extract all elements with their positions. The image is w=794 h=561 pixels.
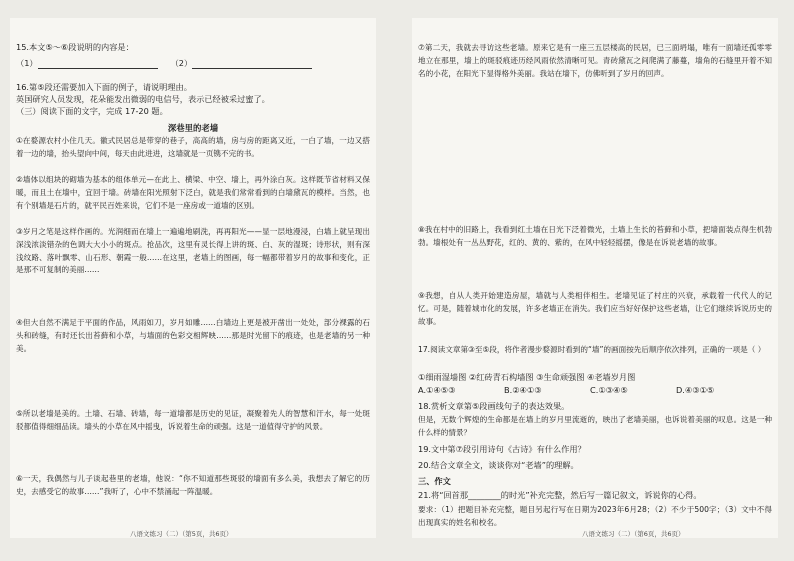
page-footer: 八语文练习（二）（第6页，共6页） [582,530,685,538]
q15-label: 15.本文⑤～⑥段说明的内容是： [16,42,134,52]
paragraph-1: ①在婺源农村小住几天。徽式民居总是带穿的巷子，高高的墙，房与房的距离又近，一白了墙，一边又搭着一边的墙，抬头望向中间，每天由此进进，这墙就是一页镌不完的书。 [16,136,370,158]
q17-option-c[interactable]: C.①③④⑤ [590,385,628,395]
section-writing: 三、作文 [418,476,451,486]
q17-option-b[interactable]: B.②④①③ [504,385,542,395]
q21-label: 21.将“回首那________的时光”补充完整，然后写一篇记叙文，诉说你的心得。 [418,490,702,500]
paragraph-5: ⑤所以老墙是美的。土墙、石墙、砖墙，每一道墙都是历史的见证，凝聚着先人的智慧和汗水，每一处斑驳都值得细细品读。墙头的小草在风中摇曳，诉说着生命的顽强。这是一道值得守护的风景。 [16,409,370,431]
left-page [10,18,376,538]
q21-requirements: 要求：（1）把题目补充完整，题目另起行写在日期为2023年6月28；（2）不少于500字；（3）文中不得出现真实的姓名和校名。 [418,505,772,527]
right-page [412,18,778,538]
q16-label: 16.第⑤段还需要加入下面的例子，请说明理由。 [16,82,192,92]
q19-label: 19.文中第⑦段引用诗句《古诗》有什么作用？ [418,444,586,454]
q17-options [418,385,772,396]
section3-label: （三）阅读下面的文字，完成 17-20 题。 [16,106,168,116]
q15-blank1-line[interactable] [38,60,158,69]
q15-blank1-label: （1） [16,58,38,68]
paragraph-2: ②墙体以组块的砌墙为基本的组体单元—在此上、横梁、中空、墙上，再外涂白灰。这样既节省材料又保暖，而且土在墙中，宜回于墙。砖墙在阳光照射下泛白，就是我们常常看到的白墙黛瓦的模样。当然，也有个别墙是石片的，就平民百姓来说，它们不是一座房或一道墙的区别。 [16,175,370,210]
paragraph-6: ⑥一天，我偶然与儿子谈起巷里的老墙，他说：“你不知道那些斑驳的墙面有多么美，我想去了解它的历史，去感受它的故事……”我听了，心中不禁涌起一阵温暖。 [16,474,370,496]
q18-text: 但是，无数个辉煌的生命都是在墙上的岁月里流逝的，映出了老墙美丽，也诉说着美丽的叹息。这是一种什么样的情景？ [418,415,772,437]
q16-text: 英国研究人员发现，花朵能发出微弱的电信号，表示已经被采过蜜了。 [16,94,270,104]
q15-blanks [16,58,370,69]
q15-blank2-label: （2） [170,58,193,68]
paragraph-7: ⑦第二天，我就去寻访这些老墙。原来它是有一座三五层楼高的民居，已三面坍塌，唯有一面墙还孤零零地立在那里，墙上的斑驳痕迹历经风雨依然清晰可见。青砖黛瓦之间爬满了藤蔓，墙角的石缝里开着不知名的小花，在阳光下显得格外美丽。我站在墙下，仿佛听到了岁月的回声。 [418,43,772,78]
paragraph-3: ③岁月之笔是这样作画的。光润细而在墙上一遍遍地刷洗，再再阳光——显一层地漫浸，白墙上就呈现出深浅浓淡错杂的色调大大小小的斑点。抢品次，这里有灵长得上讲的斑、白、灰的湿斑；诗形状，则有深浅纹路、落叶飘零、山石形、朝霞一般……在这里，老墙上的图画，每一幅都带着岁月的故事和变化，正是那不可复制的美丽…… [16,227,370,275]
paragraph-8: ⑧我在村中的旧路上，我看到红土墙在日光下泛着微光，土墙上生长的苔藓和小草，把墙面装点得生机勃勃。墙根处有一丛丛野花，红的、黄的、紫的，在风中轻轻摇摆，像是在诉说老墙的故事。 [418,225,772,247]
q18-label: 18.赏析文章第⑤段画线句子的表达效果。 [418,401,570,411]
q17-option-d[interactable]: D.④③①⑤ [676,385,715,395]
page-footer: 八语文练习（二）（第5页，共6页） [130,530,233,538]
q17-items: ①细雨湿墙图 ②红砖青石构墙图 ③生命顽强图 ④老墙岁月图 [418,372,636,382]
q15-blank2-line[interactable] [192,60,312,69]
q20-label: 20.结合文章全文，谈谈你对“老墙”的理解。 [418,460,579,470]
article-title: 深巷里的老墙 [167,123,219,133]
q17-option-a[interactable]: A.①④⑤③ [418,385,456,395]
paragraph-9: ⑨我想，自从人类开始建造房屋，墙就与人类相伴相生。老墙见证了村庄的兴衰，承载着一代代人的记忆。可是，随着城市化的发展，许多老墙正在消失。我们应当好好保护这些老墙，让它们继续诉说历史的故事。 [418,291,772,326]
paragraph-4: ④但大自然不满足于平面的作品，风雨如刀，岁月如雕……白墙边上更是被开凿出一处处，部分裸露的石头和砖缝，有时还长出苔藓和小草，与墙面的色彩交相辉映……那是时光留下的痕迹，也是老墙的另一种美。 [16,318,370,353]
q17-label: 17.阅读文章第③至⑤段，将作者漫步婺源时看到的“墙”的画面按先后顺序依次排列，正确的一项是（ ） [418,345,766,354]
